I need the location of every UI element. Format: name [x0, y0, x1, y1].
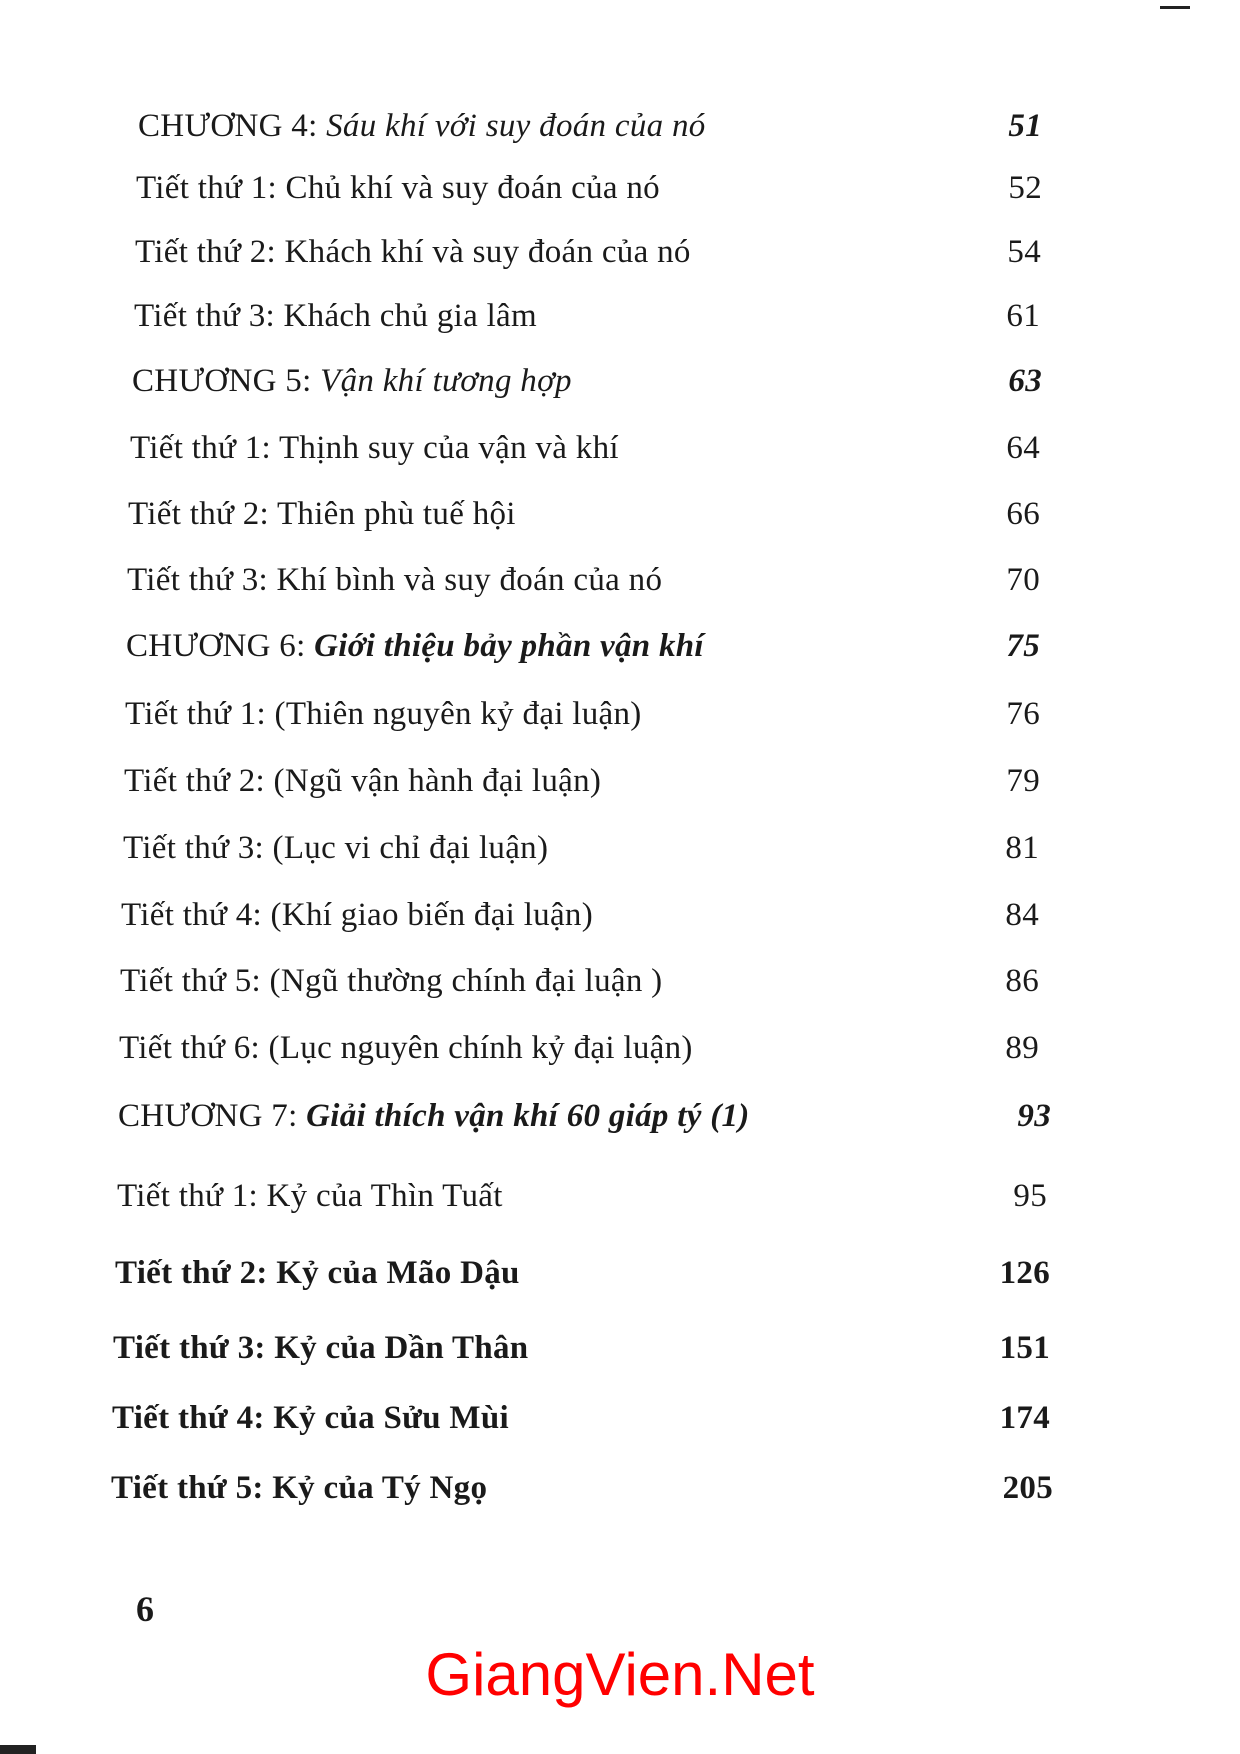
toc-page-number: 151 — [999, 1330, 1050, 1366]
scan-edge-mark — [0, 1745, 36, 1754]
chapter-prefix: CHƯƠNG 5: — [132, 363, 321, 399]
toc-title: Tiết thứ 2: (Ngũ vận hành đại luận) — [124, 763, 602, 799]
toc-row — [121, 897, 1039, 934]
toc-row — [125, 696, 1040, 733]
toc-title: Tiết thứ 4: Kỷ của Sửu Mùi — [112, 1400, 509, 1436]
toc-title: Tiết thứ 3: Khí bình và suy đoán của nó — [127, 562, 663, 598]
toc-row — [123, 830, 1039, 867]
toc-title: Tiết thứ 3: Kỷ của Dần Thân — [113, 1330, 529, 1366]
toc-row — [138, 108, 1042, 145]
toc-row — [112, 1400, 1050, 1437]
toc-row — [135, 234, 1041, 271]
toc-row — [136, 170, 1042, 207]
toc-page-number: 54 — [1007, 234, 1041, 270]
toc-page-number: 89 — [1005, 1030, 1039, 1066]
toc-page-number: 81 — [1005, 830, 1039, 866]
toc-page-number: 64 — [1006, 430, 1040, 466]
chapter-name: Giới thiệu bảy phần vận khí — [314, 628, 704, 664]
toc-title: Tiết thứ 1: Kỷ của Thìn Tuất — [117, 1178, 503, 1214]
toc-page-number: 66 — [1006, 496, 1040, 532]
toc-row — [120, 963, 1039, 1000]
toc-page-number: 86 — [1005, 963, 1039, 999]
toc-row — [119, 1030, 1039, 1067]
toc-title: Tiết thứ 3: (Lục vi chỉ đại luận) — [123, 830, 549, 866]
toc-page-number: 61 — [1006, 298, 1040, 334]
watermark: GiangVien.Net — [425, 1641, 815, 1708]
toc-page-number: 174 — [999, 1400, 1050, 1436]
toc-title: Tiết thứ 1: (Thiên nguyên kỷ đại luận) — [125, 696, 642, 732]
toc-page-number: 79 — [1006, 763, 1040, 799]
toc-row — [132, 363, 1042, 400]
page-number: 6 — [136, 1589, 154, 1629]
toc-row — [124, 763, 1040, 800]
toc-row — [126, 628, 1040, 665]
chapter-prefix: CHƯƠNG 7: — [118, 1098, 307, 1134]
toc-title — [138, 108, 706, 145]
toc-title: Tiết thứ 2: Kỷ của Mão Dậu — [115, 1255, 520, 1291]
toc-title — [118, 1098, 750, 1135]
chapter-prefix: CHƯƠNG 6: — [126, 628, 315, 664]
toc-page-number: 75 — [1006, 628, 1040, 664]
toc-row — [113, 1330, 1050, 1367]
toc-row — [118, 1098, 1051, 1135]
toc-title: Tiết thứ 5: (Ngũ thường chính đại luận ) — [120, 963, 663, 999]
chapter-name: Giải thích vận khí 60 giáp tý (1) — [306, 1098, 750, 1134]
toc-row — [111, 1470, 1053, 1507]
scan-edge-mark — [1160, 6, 1190, 9]
toc-title — [132, 363, 572, 400]
toc-page-number: 93 — [1017, 1098, 1051, 1134]
toc-row — [134, 298, 1040, 335]
toc-page-number: 84 — [1005, 897, 1039, 933]
toc-title: Tiết thứ 1: Thịnh suy của vận và khí — [130, 430, 619, 466]
toc-page-number: 70 — [1006, 562, 1040, 598]
chapter-name: Vận khí tương hợp — [320, 363, 572, 399]
toc-row — [127, 562, 1040, 599]
toc-row — [128, 496, 1040, 533]
toc-title: Tiết thứ 4: (Khí giao biến đại luận) — [121, 897, 593, 933]
toc-page-number: 126 — [999, 1255, 1050, 1291]
toc-title: Tiết thứ 6: (Lục nguyên chính kỷ đại luận) — [119, 1030, 693, 1066]
toc-title: Tiết thứ 2: Khách khí và suy đoán của nó — [135, 234, 691, 270]
toc-title: Tiết thứ 1: Chủ khí và suy đoán của nó — [136, 170, 660, 206]
toc-page-number: 52 — [1008, 170, 1042, 206]
toc-row — [130, 430, 1040, 467]
toc-page-number: 95 — [1013, 1178, 1047, 1214]
toc-title: Tiết thứ 5: Kỷ của Tý Ngọ — [111, 1470, 488, 1506]
chapter-prefix: CHƯƠNG 4: — [138, 108, 327, 144]
chapter-name: Sáu khí với suy đoán của nó — [326, 108, 706, 144]
toc-page-number: 76 — [1006, 696, 1040, 732]
toc-row — [115, 1255, 1050, 1292]
toc-page-number: 51 — [1008, 108, 1042, 144]
toc-title: Tiết thứ 2: Thiên phù tuế hội — [128, 496, 516, 532]
toc-row — [117, 1178, 1047, 1215]
toc-title: Tiết thứ 3: Khách chủ gia lâm — [134, 298, 537, 334]
toc-page-number: 205 — [1002, 1470, 1053, 1506]
toc-title — [126, 628, 704, 665]
toc-page-number: 63 — [1008, 363, 1042, 399]
